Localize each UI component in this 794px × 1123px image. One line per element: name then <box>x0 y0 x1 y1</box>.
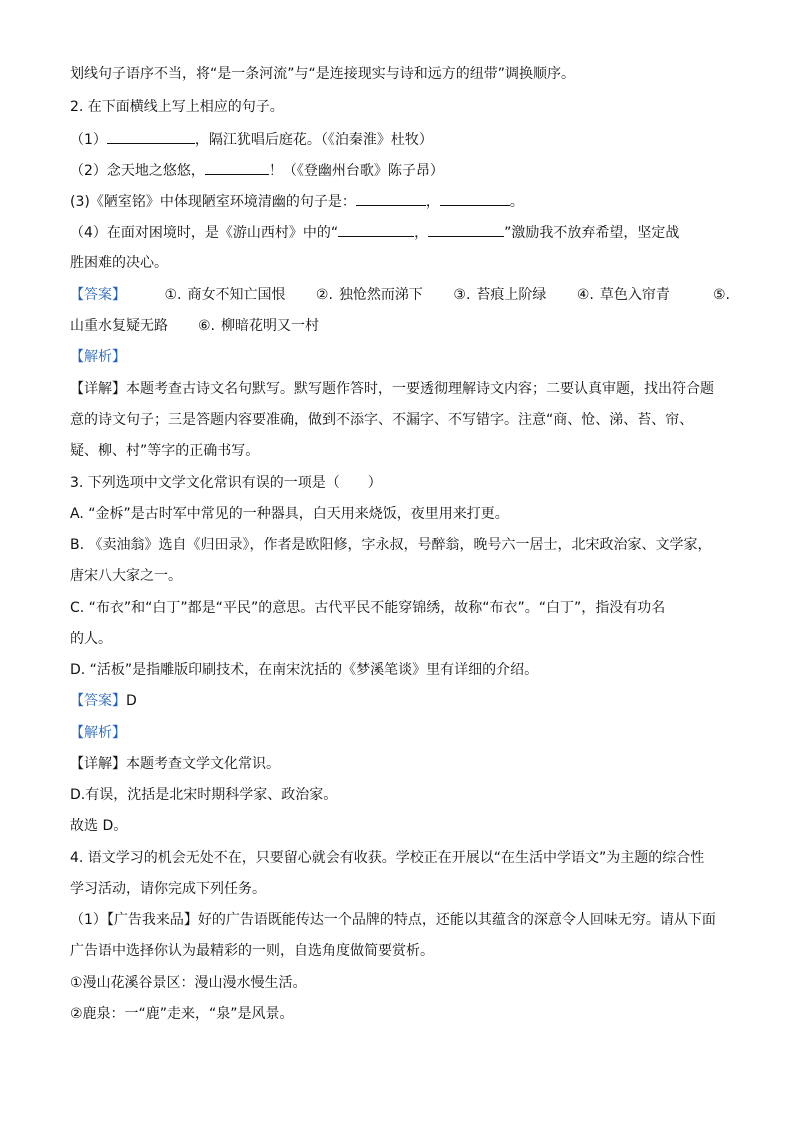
q4-task-1: （1）【广告我来品】好的广告语既能传达一个品牌的特点，还能以其蕴含的深意令人回味无穷。请从下面 <box>70 912 716 928</box>
q3-option-c-cont: 的人。 <box>70 631 112 647</box>
q2-s3-suffix: 。 <box>509 194 524 210</box>
q3-detail <box>70 754 730 774</box>
answer-text: 商女不知亡国恨 <box>187 287 286 303</box>
detail-text: 本题考查文学文化常识。 <box>126 756 280 772</box>
q3-option-b-cont: 唐宋八大家之一。 <box>70 568 182 584</box>
q4-task-1-cont: 广告语中选择你认为最精彩的一则，自选角度做简要赏析。 <box>70 943 434 959</box>
q2-sentence-4 <box>70 222 730 242</box>
q2-s2-suffix: ！（《登幽州台歌》陈子昂） <box>268 163 444 179</box>
q3-stem: 3. 下列选项中文学文化常识有误的一项是（ ） <box>70 475 382 491</box>
q2-detail-1 <box>70 379 730 399</box>
q3-option-b: B. 《卖油翁》选自《归田录》，作者是欧阳修，字永叔，号醉翁，晚号六一居士，北宋政治家、文学家， <box>70 537 712 553</box>
analysis-label: 【解析】 <box>70 725 126 741</box>
answer-value: D <box>126 693 137 709</box>
q2-s4-prefix: （4）在面对困境时，是《游山西村》中的“ <box>70 225 339 241</box>
q2-answer-line <box>70 285 730 305</box>
q4-stem-cont: 学习活动，请你完成下列任务。 <box>70 881 266 897</box>
detail-label: 【详解】 <box>70 381 126 397</box>
q2-s1-suffix: ，隔江犹唱后庭花。（《泊秦淮》杜牧） <box>194 132 433 148</box>
answer-number: ①. <box>164 287 182 303</box>
q2-s3-mid: ， <box>425 194 440 210</box>
answer-blank[interactable] <box>356 191 426 206</box>
detail-label: 【详解】 <box>70 756 126 772</box>
detail-text: 本题考查古诗文名句默写。默写题作答时，一要透彻理解诗文内容；二要认真审题，找出符合题 <box>126 381 714 397</box>
q2-sentence-4-cont: 胜困难的决心。 <box>70 255 168 271</box>
answer-text: 草色入帘青 <box>599 287 670 303</box>
q2-sentence-1 <box>70 129 730 149</box>
answer-blank[interactable] <box>440 191 510 206</box>
answer-item <box>164 285 285 305</box>
q3-detail-d: D.有误，沈括是北宋时期科学家、政治家。 <box>70 787 338 803</box>
answer-blank[interactable] <box>338 222 414 237</box>
answer-number: ⑤. <box>712 287 730 303</box>
answer-item <box>453 285 546 305</box>
answer-item <box>316 285 423 305</box>
answer-blank[interactable] <box>107 129 195 144</box>
q2-s2-prefix: （2）念天地之悠悠， <box>70 163 205 179</box>
q4-ad-1: ①漫山花溪谷景区：漫山漫水慢生活。 <box>70 975 307 991</box>
answer-text: 柳暗花明又一村 <box>221 318 320 334</box>
answer-text: 苔痕上阶绿 <box>476 287 547 303</box>
answer-number: ③. <box>453 287 471 303</box>
q2-answer-line-2 <box>70 316 730 336</box>
q2-sentence-2 <box>70 160 730 180</box>
answer-label: 【答案】 <box>70 287 126 303</box>
q4-stem: 4. 语文学习的机会无处不在，只要留心就会有收获。学校正在开展以“在生活中学语文”为主题的综合性 <box>70 850 705 866</box>
intro-line: 划线句子语序不当，将“是一条河流”与“是连接现实与诗和远方的纽带”调换顺序。 <box>70 66 576 82</box>
q4-ad-2: ②鹿泉：一“鹿”走来，“泉”是风景。 <box>70 1006 294 1022</box>
analysis-label: 【解析】 <box>70 349 126 365</box>
q2-detail-2: 意的诗文句子；三是答题内容要准确，做到不添字、不漏字、不写错字。注意“商、怆、涕、苔、帘、 <box>70 412 694 428</box>
q2-s3-prefix: (3)《陋室铭》中体现陋室环境清幽的句子是： <box>70 194 356 210</box>
q3-option-a: A. “金柝”是古时军中常见的一种器具，白天用来烧饭，夜里用来打更。 <box>70 506 509 522</box>
answer-text: 山重水复疑无路 <box>70 318 168 334</box>
answer-label: 【答案】 <box>70 693 126 709</box>
q3-choose: 故选 D。 <box>70 818 128 834</box>
q3-answer-line <box>70 691 730 711</box>
q3-option-c: C. “布衣”和“白丁”都是“平民”的意思。古代平民不能穿锦绣，故称“布衣”。“白丁”，指没有功名 <box>70 600 666 616</box>
answer-item <box>577 285 670 305</box>
q2-detail-3: 疑、柳、村”等字的正确书写。 <box>70 443 260 459</box>
answer-number: ④. <box>576 287 594 303</box>
q3-option-d: D. “活板”是指雕版印刷技术，在南宋沈括的《梦溪笔谈》里有详细的介绍。 <box>70 662 539 678</box>
q2-s4-suffix: ”激励我不放弃希望，坚定战 <box>504 225 680 241</box>
answer-blank[interactable] <box>428 222 504 237</box>
q2-s1-prefix: （1） <box>70 132 107 148</box>
answer-blank[interactable] <box>205 160 269 175</box>
answer-text: 独怆然而涕下 <box>338 287 423 303</box>
q2-s4-mid: ， <box>414 225 429 241</box>
q2-stem: 2. 在下面横线上写上相应的句子。 <box>70 99 284 115</box>
answer-number: ⑥. <box>198 318 216 334</box>
q2-sentence-3 <box>70 191 730 211</box>
answer-number: ②. <box>315 287 333 303</box>
